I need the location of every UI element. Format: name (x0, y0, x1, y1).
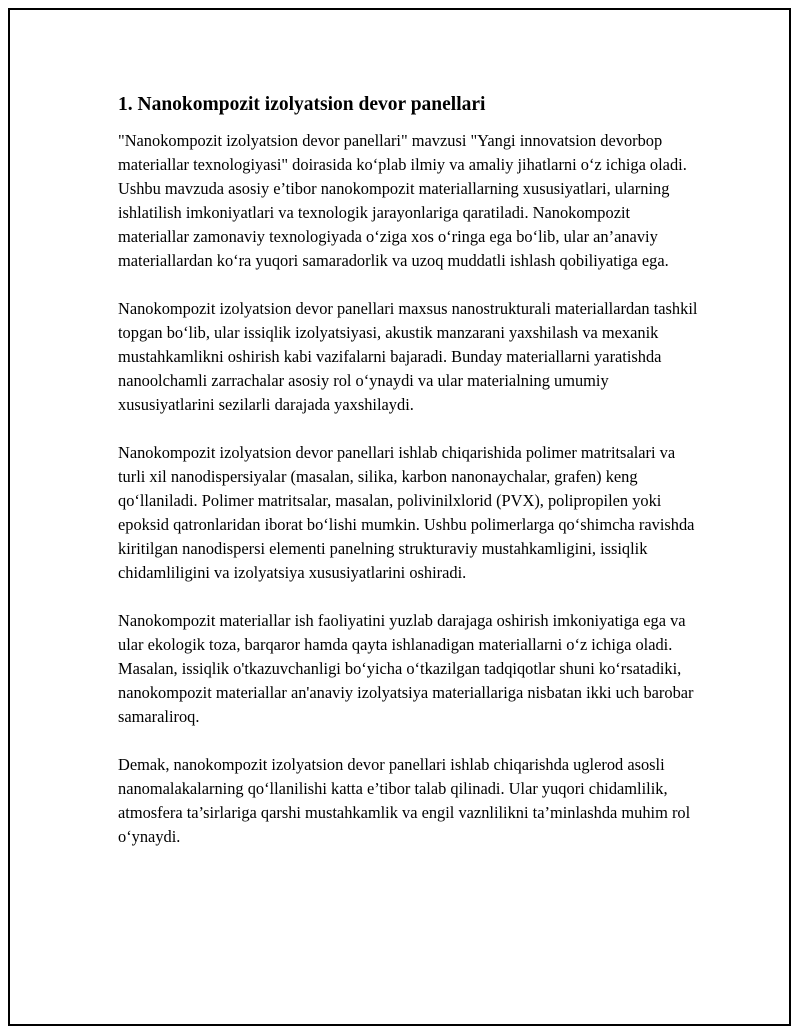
paragraph-production: Nanokompozit izolyatsion devor panellari ishlab chiqarishida polimer matritsalari va turli xil nanodispersiyalar (masalan, silika, karbon nanonaychalar, grafen) keng qo‘llaniladi. Polimer matritsalar, masalan, polivinilxlorid (PVX), polipropilen yoki epoksid qatronlaridan iborat bo‘lishi mumkin. Ushbu polimerlarga qo‘shimcha ravishda kiritilgan nanodispersi elementi panelning strukturaviy mustahkamligini, issiqlik chidamliligini va izolyatsiya xususiyatlarini oshiradi. (118, 443, 695, 582)
paragraph-intro: "Nanokompozit izolyatsion devor panellari" mavzusi "Yangi innovatsion devorbop materiallar texnologiyasi" doirasida ko‘plab ilmiy va amaliy jihatlarni o‘z ichiga oladi. Ushbu mavzuda asosiy e’tibor nanokompozit materiallarning xususiyatlari, ularning ishlatilish imkoniyatlari va texnologik jarayonlariga qaratiladi. Nanokompozit materiallar zamonaviy texnologiyada o‘ziga xos o‘ringa ega bo‘lib, ular an’anaviy materiallardan ko‘ra yuqori samaradorlik va uzoq muddatli ishlash qobiliyatiga ega. (118, 131, 687, 270)
paragraph-conclusion: Demak, nanokompozit izolyatsion devor panellari ishlab chiqarishda uglerod asosli nanomalakalarning qo‘llanilishi katta e’tibor talab qilinadi. Ular yuqori chidamlilik, atmosfera ta’sirlariga qarshi mustahkamlik va engil vaznlilikni ta’minlashda muhim rol o‘ynaydi. (118, 755, 691, 846)
section-heading: 1. Nanokompozit izolyatsion devor panellari (118, 94, 486, 115)
document-body (118, 92, 698, 873)
paragraph-performance: Nanokompozit materiallar ish faoliyatini yuzlab darajaga oshirish imkoniyatiga ega va ular ekologik toza, barqaror hamda qayta ishlanadigan materiallarni o‘z ichiga oladi. Masalan, issiqlik o'tkazuvchanligi bo‘yicha o‘tkazilgan tadqiqotlar shuni ko‘rsatadiki, nanokompozit materiallar an'anaviy izolyatsiya materiallariga nisbatan ikki uch barobar samaraliroq. (118, 611, 694, 726)
paragraph-structure: Nanokompozit izolyatsion devor panellari maxsus nanostrukturali materiallardan tashkil topgan bo‘lib, ular issiqlik izolyatsiyasi, akustik manzarani yaxshilash va mexanik mustahkamlikni oshirish kabi vazifalarni bajaradi. Bunday materiallarni yaratishda nanoolchamli zarrachalar asosiy rol o‘ynaydi va ular materialning umumiy xususiyatlarini sezilarli darajada yaxshilaydi. (118, 299, 698, 414)
